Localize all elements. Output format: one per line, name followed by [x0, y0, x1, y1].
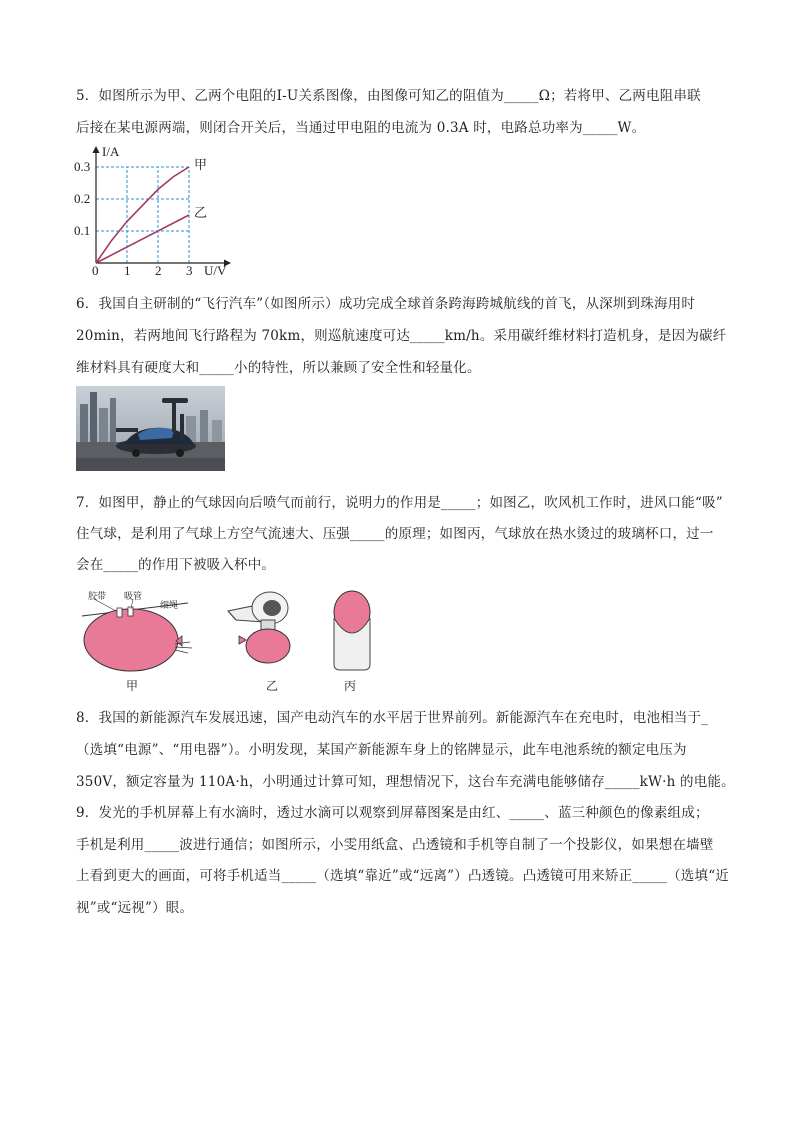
q9-text-line-2: 手机是利用_____波进行通信；如图所示，小雯用纸盒、凸透镜和手机等自制了一个投影仪，如果想在墙壁	[76, 837, 714, 853]
q7-text-line-3: 会在_____的作用下被吸入杯中。	[76, 557, 276, 573]
label-tape: 胶带	[88, 592, 107, 602]
balloon-jia	[84, 609, 178, 671]
x-tick-label: 1	[124, 263, 131, 278]
q9-text-line-1: 9．发光的手机屏幕上有水滴时，透过水滴可以观察到屏幕图案是由红、_____、蓝三种颜色的像素组成；	[76, 805, 709, 821]
q5-text-line-2: 后接在某电源两端，则闭合开关后，当通过甲电阻的电流为 0.3A 时，电路总功率为_____W。	[76, 120, 646, 136]
q7-text-line-1: 7．如图甲，静止的气球因向后喷气而前行，说明力的作用是_____；如图乙，吹风机工作时，进风口能“吸”	[76, 495, 723, 511]
figure-jia	[82, 590, 192, 693]
iu-chart	[74, 140, 244, 280]
flying-car-photo	[76, 386, 225, 471]
chart-grid	[96, 167, 189, 263]
label-string: 细绳	[160, 601, 179, 611]
q5-text-line-1: 5．如图所示为甲、乙两个电阻的I-U关系图像，由图像可知乙的阻值为_____Ω；若将甲、乙两电阻串联	[76, 88, 701, 104]
q8-text-line-1: 8．我国的新能源汽车发展迅速，国产电动汽车的水平居于世界前列。新能源汽车在充电时，电池相当于_	[76, 710, 709, 726]
q9-text-line-4: 视”或“远视”）眼。	[76, 900, 194, 916]
figure-bing	[334, 591, 370, 693]
chart-series	[96, 167, 189, 263]
q6-text-line-1: 6．我国自主研制的“飞行汽车”（如图所示）成功完成全球首条跨海跨城航线的首飞，从深圳到珠海用时	[76, 296, 696, 312]
q6-text-line-2: 20min，若两地间飞行路程为 70km，则巡航速度可达_____km/h。采用碳纤维材料打造机身，是因为碳纤	[76, 328, 727, 344]
label-bing: 丙	[344, 679, 357, 693]
y-tick-label: 0.3	[74, 159, 91, 174]
series-label-2: 乙	[194, 205, 208, 220]
series-label-1: 甲	[194, 157, 208, 172]
q8-text-line-3: 350V，额定容量为 110A·h，小明通过计算可知，理想情况下，这台车充满电能够储存_____kW·h 的电能。	[76, 774, 735, 790]
x-tick-labels	[124, 263, 193, 278]
q6-text-line-3: 维材料具有硬度大和_____小的特性，所以兼顾了安全性和轻量化。	[76, 360, 481, 376]
label-yi: 乙	[266, 679, 279, 693]
q9-text-line-3: 上看到更大的画面，可将手机适当_____（选填“靠近”或“远离”）凸透镜。凸透镜可用来矫正_____（选填“近	[76, 868, 730, 884]
figure-yi	[228, 592, 290, 693]
series-labels	[194, 157, 207, 220]
label-jia: 甲	[126, 679, 139, 693]
y-axis-arrow	[93, 146, 100, 153]
chart-axes	[93, 146, 232, 267]
y-tick-label: 0.2	[74, 191, 91, 206]
y-tick-label: 0.1	[74, 223, 91, 238]
label-straw: 吸管	[124, 592, 143, 602]
q8-text-line-2: （选填“电源”、“用电器”）。小明发现，某国产新能源车身上的铭牌显示，此车电池系统的额定电压为	[76, 742, 687, 758]
q7-text-line-2: 住气球，是利用了气球上方空气流速大、压强_____的原理；如图丙，气球放在热水烫过的玻璃杯口，过一	[76, 526, 714, 542]
x-tick-label: 3	[186, 263, 193, 278]
series-line-2	[96, 215, 189, 263]
y-tick-labels	[74, 159, 90, 238]
balloon-figures	[76, 586, 396, 696]
balloon-yi	[246, 629, 290, 663]
series-line-1	[96, 167, 189, 263]
y-axis-label: I/A	[102, 144, 120, 159]
x-tick-label: 2	[155, 263, 162, 278]
origin-label: 0	[92, 263, 99, 278]
x-axis-label: U/V	[204, 263, 227, 278]
